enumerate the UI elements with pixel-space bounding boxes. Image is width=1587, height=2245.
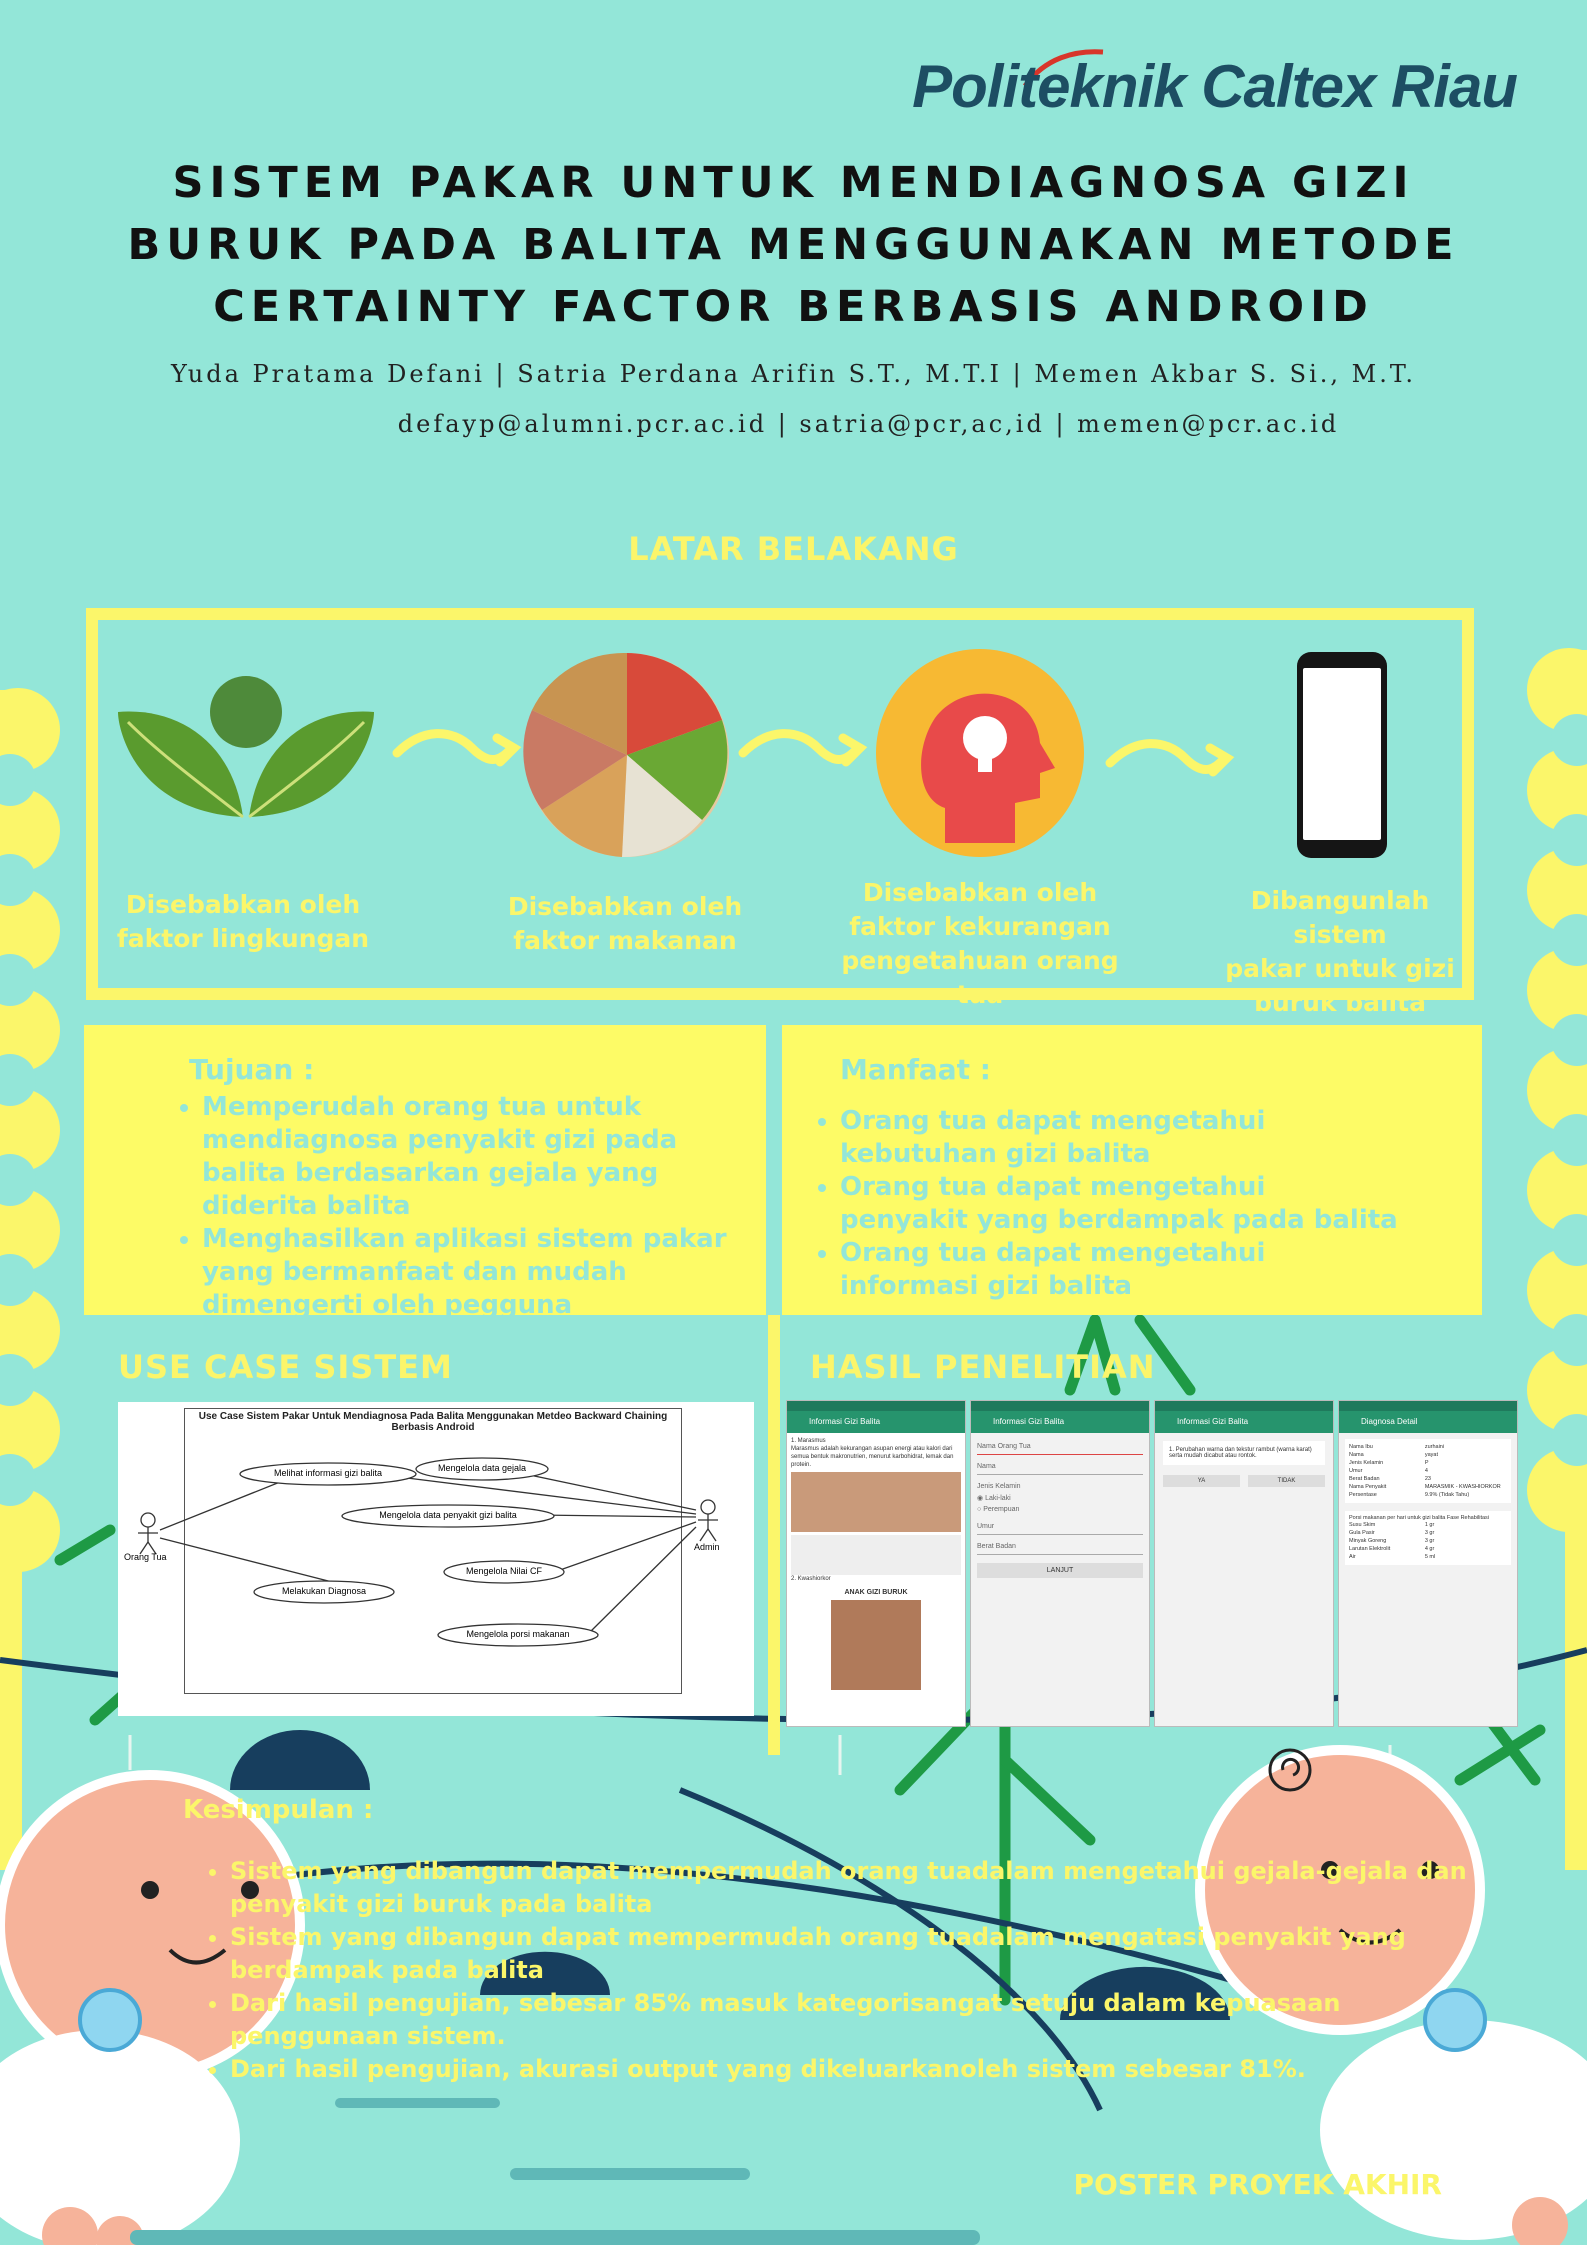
plant-icon [118,672,374,822]
row-value: MARASMIK - KWASHIORKOR [1424,1484,1501,1490]
list-item: • Menghasilkan aplikasi sistem pakar yang bermanfaat dan mudah dimengerti oleh pegguna [202,1223,762,1322]
row-value: 3 gr [1424,1538,1435,1544]
list-item: • Orang tua dapat mengetahui penyakit yang berdampak pada balita [840,1171,1400,1237]
row-label: Nama Ibu [1349,1444,1373,1450]
app-bar-title: Diagnosa Detail [1339,1411,1517,1433]
row-label: Air [1349,1554,1356,1560]
section-divider [768,1315,780,1755]
title-line: BURUK PADA BALITA MENGGUNAKAN METODE [127,220,1460,270]
yes-button[interactable]: YA [1163,1475,1240,1487]
authors-line: Yuda Pratama Defani | Satria Perdana Arifin S.T., M.T.I | Memen Akbar S. Si., M.T. [171,360,1416,388]
app-screen-info: Informasi Gizi Balita 1. Marasmus Marasmus adalah kekurangan asupan energi atau kalori dari semua bentuk makronutrien, menurut karbohidrat, lemak dan protein. 2. Kwashiorkor ANAK GIZI BURUK [786,1400,966,1727]
usecase-diagram [118,1402,754,1716]
smartphone-icon [1295,650,1389,860]
row-label: Nama [1349,1452,1364,1458]
app-bar-title: Informasi Gizi Balita [971,1411,1149,1433]
latar-heading: LATAR BELAKANG [628,530,959,568]
arrow-right-icon [738,718,868,778]
row-value: 1 gr [1424,1522,1435,1528]
row-value: 5 ml [1424,1554,1436,1560]
institution-logo: Politeknik Caltex Riau [912,53,1517,120]
usecase-item: Mengelola data gejala [437,1463,527,1473]
list-item: • Dari hasil pengujian, sebesar 85% masuk kategorisangat setuju dalam kepuasaan penggunaan sistem. [230,1987,1490,2053]
title-line: CERTAINTY FACTOR BERBASIS ANDROID [213,282,1374,332]
actor-orang-tua: Orang Tua [124,1552,167,1562]
question-text: 1. Perubahan warna dan tekstur rambut (warna karat) serta mudah dicabut atau rontok. [1163,1441,1325,1465]
kesimpulan-heading: Kesimpulan : [183,1795,374,1825]
list-item: • Sistem yang dibangun dapat mempermudah orang tuadalam mengatasi penyakit yang berdampak pada balita [230,1921,1490,1987]
step-caption-makanan: Disebabkan oleh faktor makanan [507,892,743,955]
hasil-heading: HASIL PENELITIAN [810,1348,1156,1386]
emails-line: defayp@alumni.pcr.ac.id | satria@pcr,ac,id | memen@pcr.ac.id [397,410,1340,438]
row-value: 9.9% (Tidak Tahu) [1424,1492,1470,1498]
list-item: • Dari hasil pengujian, akurasi output yang dikeluarkanoleh sistem sebesar 81%. [230,2053,1490,2086]
radio-male[interactable]: ◉ Laki-laki [977,1495,1011,1502]
row-label: Minyak Goreng [1349,1538,1387,1544]
table-row [1349,1521,1507,1529]
table-row [1349,1443,1507,1451]
tujuan-heading: Tujuan : [189,1053,315,1086]
portion-card: Porsi makanan per hari untuk gizi balita Fase Rehabilitasi Susu Skim 1 gr Gula Pasir 3 gr Minyak Goreng 3 gr Larutan Elektrolit 4 gr Air 5 ml [1345,1511,1511,1565]
row-label: Susu Skim [1349,1522,1376,1528]
age-input[interactable]: Umur [977,1515,1143,1535]
table-row [1349,1459,1507,1467]
table-row [1349,1483,1507,1491]
row-value: P [1424,1460,1429,1466]
actor-admin: Admin [694,1542,720,1552]
step-caption-lingkungan: Disebabkan oleh faktor lingkungan [116,890,370,953]
manfaat-heading: Manfaat : [840,1053,991,1086]
row-label: Gula Pasir [1349,1530,1375,1536]
manfaat-list [806,1105,1400,1303]
table-row [1349,1537,1507,1545]
row-label: Berat Badan [1349,1476,1380,1482]
poster-title [100,152,1487,338]
usecase-item: Mengelola Nilai CF [465,1566,543,1576]
no-button[interactable]: TIDAK [1248,1475,1325,1487]
table-row [1349,1467,1507,1475]
photo-placeholder [791,1472,961,1532]
app-bar-title: Informasi Gizi Balita [1155,1411,1333,1433]
text-block [791,1535,961,1575]
food-plate-icon [522,650,732,860]
row-value: zurhaini [1424,1444,1445,1450]
row-label: Jenis Kelamin [1349,1460,1384,1466]
app-screen-detail [1338,1400,1518,1727]
title-line: SISTEM PAKAR UNTUK MENDIAGNOSA GIZI [172,158,1415,208]
row-label: Umur [1349,1468,1363,1474]
table-row [1349,1451,1507,1459]
usecase-item: Melihat informasi gizi balita [273,1468,383,1478]
radio-female[interactable]: ○ Perempuan [977,1506,1020,1513]
usecase-item: Mengelola data penyakit gizi balita [379,1510,517,1520]
usecase-item: Mengelola porsi makanan [466,1629,570,1639]
app-screen-question [1154,1400,1334,1727]
table-row [1349,1475,1507,1483]
app-screen-form: Informasi Gizi Balita Nama Orang Tua Nama Jenis Kelamin ◉ Laki-laki ○ Perempuan Umur Berat Badan LANJUT [970,1400,1150,1727]
row-value: yayat [1424,1452,1438,1458]
table-row [1349,1529,1507,1537]
bottom-bars [130,2098,980,2245]
list-item: • Memperudah orang tua untuk mendiagnosa penyakit gizi pada balita berdasarkan gejala yang diderita balita [202,1091,762,1223]
usecase-heading: USE CASE SISTEM [118,1348,453,1386]
list-item: • Orang tua dapat mengetahui kebutuhan gizi balita [840,1105,1400,1171]
kesimpulan-list [196,1855,1490,2086]
step-caption-sistem: Dibangunlah sistem pakar untuk gizi buruk balita [1225,886,1455,1017]
app-bar-title: Informasi Gizi Balita [787,1411,965,1433]
list-item: • Orang tua dapat mengetahui informasi gizi balita [840,1237,1400,1303]
app-screenshots [786,1400,1501,1728]
manfaat-panel [782,1025,1482,1315]
footer-label: POSTER PROYEK AKHIR [1073,2168,1442,2201]
table-row [1349,1553,1507,1561]
usecase-diagram-title: Use Case Sistem Pakar Untuk Mendiagnosa Pada Balita Menggunakan Metdeo Backward Chaining Berbasis Android [198,1411,668,1433]
arrow-right-icon [392,718,522,778]
banner-text: ANAK GIZI BURUK [844,1589,908,1596]
arrow-right-icon [1105,728,1235,788]
name-input[interactable]: Nama Orang Tua [977,1439,1143,1455]
row-label: Larutan Elektrolit [1349,1546,1391,1552]
lanjut-button[interactable]: LANJUT [977,1563,1143,1578]
tujuan-list [168,1091,762,1322]
weight-input[interactable]: Berat Badan [977,1535,1143,1555]
row-value: 23 [1424,1476,1431,1482]
row-label: Nama Penyakit [1349,1484,1387,1490]
detail-card [1345,1439,1511,1503]
usecase-lines [118,1402,754,1716]
row-value: 4 gr [1424,1546,1435,1552]
row-label: Persentase [1349,1492,1377,1498]
table-row [1349,1491,1507,1499]
list-item: • Sistem yang dibangun dapat mempermudah orang tuadalam mengetahui gejala-gejala dan penyakit gizi buruk pada balita [230,1855,1490,1921]
photo-placeholder [831,1600,921,1690]
child-name-input[interactable]: Nama [977,1455,1143,1475]
table-row [1349,1545,1507,1553]
row-value: 3 gr [1424,1530,1435,1536]
step-caption-pengetahuan: Disebabkan oleh faktor kekurangan pengetahuan orang tua [841,878,1119,1009]
row-value: 4 [1424,1468,1428,1474]
head-lightbulb-icon [875,648,1085,858]
tujuan-panel [84,1025,766,1320]
usecase-item: Melakukan Diagnosa [281,1586,367,1596]
